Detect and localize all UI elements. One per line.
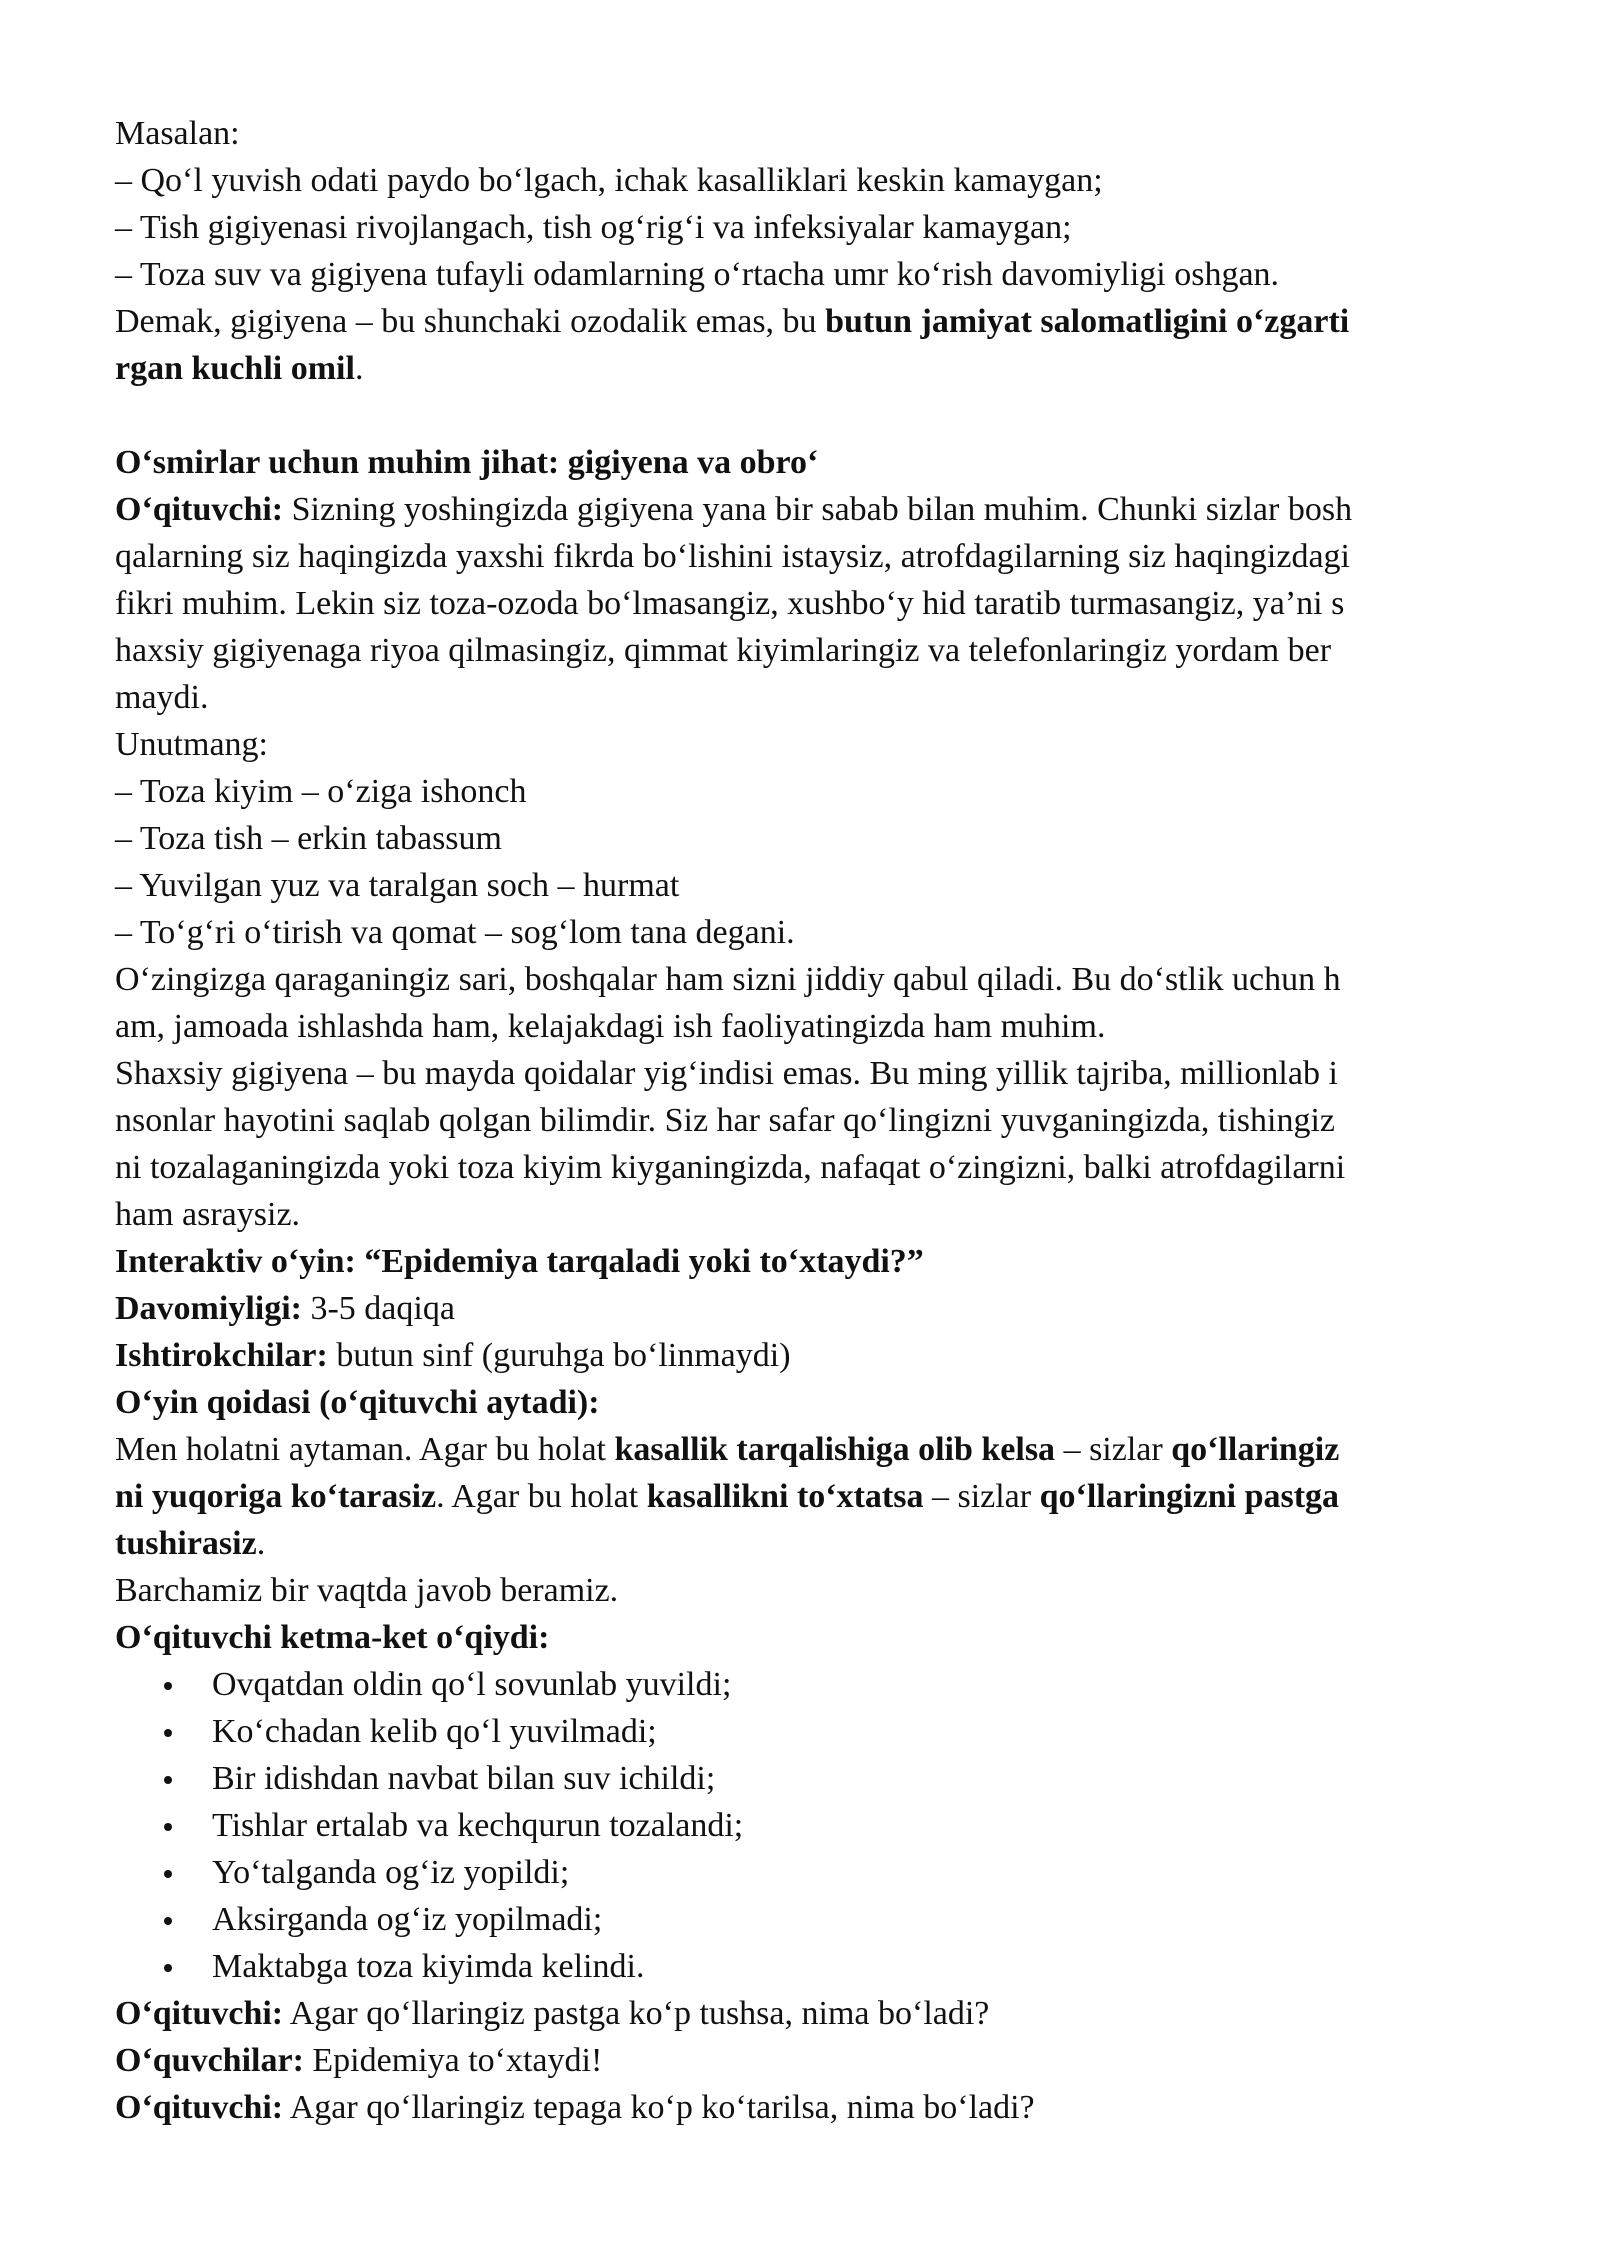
dialogue-line: O‘quvchilar: Epidemiya to‘xtaydi! <box>115 2042 603 2079</box>
paragraph-line: O‘zingizga qaraganingiz sari, boshqalar ham sizni jiddiy qabul qiladi. Bu do‘stlik uchun h <box>115 961 1341 998</box>
statement-list <box>115 1661 1495 1990</box>
bullet-icon <box>164 1870 172 1878</box>
game-together: Barchamiz bir vaqtda javob beramiz. <box>115 1572 619 1609</box>
dialogue-line: O‘qituvchi: Agar qo‘llaringiz tepaga ko‘p ko‘tarilsa, nima bo‘ladi? <box>115 2089 1035 2126</box>
bullet-icon <box>164 1964 172 1972</box>
game-participants: Ishtirokchilar: butun sinf (guruhga bo‘linmaydi) <box>115 1337 791 1374</box>
paragraph-line: ham asraysiz. <box>115 1196 301 1233</box>
statement-item: Aksirganda og‘iz yopilmadi; <box>115 1896 1495 1943</box>
bullet-icon <box>164 1682 172 1690</box>
intro-item: – Toza suv va gigiyena tufayli odamlarning o‘rtacha umr ko‘rish davomiyligi oshgan. <box>115 256 1280 293</box>
statement-item: Bir idishdan navbat bilan suv ichildi; <box>115 1755 1495 1802</box>
intro-conclusion: Demak, gigiyena – bu shunchaki ozodalik emas, bu butun jamiyat salomatligini o‘zgarti <box>115 303 1350 340</box>
remember-item: – To‘g‘ri o‘tirish va qomat – sog‘lom tana degani. <box>115 914 795 951</box>
section-heading: O‘smirlar uchun muhim jihat: gigiyena va obro‘ <box>115 444 819 481</box>
statement-item: Ovqatdan oldin qo‘l sovunlab yuvildi; <box>115 1661 1495 1708</box>
intro-lead: Masalan: <box>115 115 240 152</box>
paragraph-line: Shaxsiy gigiyena – bu mayda qoidalar yig‘indisi emas. Bu ming yillik tajriba, millionlab i <box>115 1055 1338 1092</box>
game-rules-line: ni yuqoriga ko‘tarasiz. Agar bu holat kasallikni to‘xtatsa – sizlar qo‘llaringizni pastga <box>115 1478 1340 1515</box>
remember-item: – Toza tish – erkin tabassum <box>115 820 502 857</box>
bullet-icon <box>164 1729 172 1737</box>
game-duration: Davomiyligi: 3-5 daqiqa <box>115 1290 455 1327</box>
statement-item: Tishlar ertalab va kechqurun tozalandi; <box>115 1802 1495 1849</box>
remember-item: – Yuvilgan yuz va taralgan soch – hurmat <box>115 867 680 904</box>
bullet-icon <box>164 1823 172 1831</box>
statement-item: Yo‘talganda og‘iz yopildi; <box>115 1849 1495 1896</box>
intro-item: – Qo‘l yuvish odati paydo bo‘lgach, ichak kasalliklari keskin kamaygan; <box>115 162 1103 199</box>
intro-conclusion-cont: rgan kuchli omil. <box>115 350 364 387</box>
game-rules-heading: O‘yin qoidasi (o‘qituvchi aytadi): <box>115 1384 600 1421</box>
remember-item: – Toza kiyim – o‘ziga ishonch <box>115 773 527 810</box>
intro-item: – Tish gigiyenasi rivojlangach, tish og‘rig‘i va infeksiyalar kamaygan; <box>115 209 1072 246</box>
teacher-paragraph-line: haxsiy gigiyenaga riyoa qilmasingiz, qimmat kiyimlaringiz va telefonlaringiz yordam ber <box>115 632 1332 669</box>
teacher-paragraph-line: fikri muhim. Lekin siz toza-ozoda bo‘lmasangiz, xushbo‘y hid taratib turmasangiz, ya’ni s <box>115 585 1345 622</box>
dialogue-line: O‘qituvchi: Agar qo‘llaringiz pastga ko‘p tushsa, nima bo‘ladi? <box>115 1995 990 2032</box>
teacher-paragraph-line: maydi. <box>115 679 209 716</box>
game-rules-line: tushirasiz. <box>115 1525 266 1562</box>
game-rules-line: Men holatni aytaman. Agar bu holat kasallik tarqalishiga olib kelsa – sizlar qo‘llaringiz <box>115 1431 1340 1468</box>
statement-item: Ko‘chadan kelib qo‘l yuvilmadi; <box>115 1708 1495 1755</box>
bullet-icon <box>164 1917 172 1925</box>
bullet-icon <box>164 1776 172 1784</box>
game-title: Interaktiv o‘yin: “Epidemiya tarqaladi yoki to‘xtaydi?” <box>115 1243 924 1280</box>
paragraph-line: nsonlar hayotini saqlab qolgan bilimdir. Siz har safar qo‘lingizni yuvganingizda, tishingiz <box>115 1102 1335 1139</box>
paragraph-line: ni tozalaganingizda yoki toza kiyim kiyganingizda, nafaqat o‘zingizni, balki atrofdagilarni <box>115 1149 1346 1186</box>
teacher-paragraph-line: qalarning siz haqingizda yaxshi fikrda bo‘lishini istaysiz, atrofdagilarning siz haqingizdagi <box>115 538 1351 575</box>
paragraph-line: am, jamoada ishlashda ham, kelajakdagi ish faoliyatingizda ham muhim. <box>115 1008 1106 1045</box>
statement-item: Maktabga toza kiyimda kelindi. <box>115 1943 1495 1990</box>
paragraph-gap <box>115 392 1495 439</box>
teacher-paragraph: O‘qituvchi: Sizning yoshingizda gigiyena yana bir sabab bilan muhim. Chunki sizlar bosh <box>115 491 1353 528</box>
game-reads-heading: O‘qituvchi ketma-ket o‘qiydi: <box>115 1619 550 1656</box>
document-page <box>115 110 1495 2131</box>
remember-label: Unutmang: <box>115 726 268 763</box>
